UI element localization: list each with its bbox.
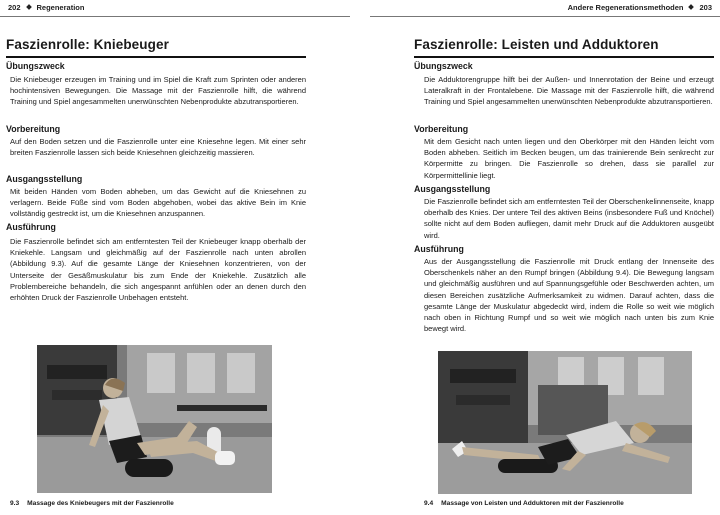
left-text-vorbereitung: Auf den Boden setzen und die Faszienrolle unter eine Kniesehne legen. Mit einer sehr breiten Faszienrolle lassen sich beide Kniesehnen gleichzeitig massieren. [10,137,306,158]
right-text-vorbereitung: Mit dem Gesicht nach unten liegen und den Oberkörper mit den Händen leicht vom Boden abheben. Seitlich im Becken beugen, um das trainierende Bein senkrecht zur Körpermitte zu bringen. Die Faszienrolle so drehen, dass sie parallel zur Körpermittellinie liegt. [424,137,714,180]
right-page [360,0,720,515]
right-text-ausfuehrung: Aus der Ausgangsstellung die Faszienrolle mit Druck entlang der Innenseite des Oberschenkels näher an den Rumpf bringen (Abbildung 9.4). Die Bewegung langsam und gleichmäßig ausführen und auf Spannungsgefühle oder Beschwerden achten, um diesen Bereichen zusätzliche Aufmerksamkeit zu widmen. Darauf achten, dass die gesamte Länge der Muskulatur abgedeckt wird, indem die Rolle so weit wie möglich nach oben in Richtung Rumpf und so weit wie möglich nach unten bis zum Knie bewegt wird. [424,257,714,334]
figure-9-4-photo [438,351,692,494]
diamond-icon [26,4,32,10]
left-page-number: 202 [8,3,21,12]
left-text-ausfuehrung: Die Faszienrolle befindet sich am entferntesten Teil der Kniebeuger knapp oberhalb der Kniekehle. Langsam und gleichmäßig auf der Faszienrolle nach unten abrollen (Abbildung 9.3). Auf die gesamte Länge der Kniesehnen konzentrieren, von der Unterseite der Gesäßmuskulatur bis zum Ende der Kniekehle. Zusätzlich alle Problembereiche behandeln, die sich angespannt anfühlen oder an denen durch den erhöhten Druck der Faszienrolle Unbehagen entsteht. [10,237,306,303]
figure-9-4-text: Massage von Leisten und Adduktoren mit der Faszienrolle [441,500,624,507]
right-running-head [568,3,712,12]
left-heading-vorbereitung: Vorbereitung [6,124,61,134]
right-heading-ausgangsstellung: Ausgangsstellung [414,184,491,194]
left-page-title: Faszienrolle: Kniebeuger [6,37,169,52]
left-running-head-text: Regeneration [36,3,85,12]
right-text-uebungszweck: Die Adduktorengruppe hilft bei der Außen- und Innenrotation der Beine und erzeugt Lateralkraft in der Frontalebene. Die Massage mit der Faszienrolle hilft, die während Training und Spiel angesammelten unerwünschten Nebenprodukte abzutransportieren. [424,75,714,107]
left-text-ausgangsstellung: Mit beiden Händen vom Boden abheben, um das Gewicht auf die Kniesehnen zu verlagern. Beide Füße sind vom Boden abgehoben, wobei das aktive Bein im Knie vollständig gestreckt ist, um die Kniesehnen anzuspannen. [10,187,306,219]
figure-9-3-number: 9.3 [10,500,20,507]
right-page-number: 203 [699,3,712,12]
left-heading-uebungszweck: Übungszweck [6,61,65,71]
left-heading-ausgangsstellung: Ausgangsstellung [6,174,83,184]
left-header-rule [0,16,350,17]
right-page-title: Faszienrolle: Leisten und Adduktoren [414,37,659,52]
figure-9-3-photo [37,345,272,493]
figure-9-3-text: Massage des Kniebeugers mit der Faszienrolle [27,500,174,507]
right-title-rule [414,56,714,58]
left-text-uebungszweck: Die Kniebeuger erzeugen im Training und im Spiel die Kraft zum Sprinten oder anderen hochintensiven Bewegungen. Die Massage mit der Faszienrolle hilft, die während Training und Spiel angesammelten unerwünschten Nebenprodukte abzutransportieren. [10,75,306,107]
hamstring-foam-roll-illustration [37,345,272,493]
right-heading-vorbereitung: Vorbereitung [414,124,469,134]
diamond-icon [689,4,695,10]
right-heading-uebungszweck: Übungszweck [414,61,473,71]
right-running-head-text: Andere Regenerationsmethoden [567,3,684,12]
right-text-ausgangsstellung: Die Faszienrolle befindet sich am entferntesten Teil der Oberschenkelinnenseite, knapp oberhalb des Knies. Der untere Teil des aktiven Beins (insbesondere Fuß und Knöchel) sollte nicht auf dem Boden aufliegen, damit mehr Druck auf die Adduktoren ausgeübt wird. [424,197,714,240]
left-title-rule [6,56,306,58]
adductor-foam-roll-illustration [438,351,692,494]
figure-9-4-caption [424,500,624,507]
left-heading-ausfuehrung: Ausführung [6,222,56,232]
figure-9-4-number: 9.4 [424,500,434,507]
right-heading-ausfuehrung: Ausführung [414,244,464,254]
left-running-head [8,3,84,12]
figure-9-3-caption [10,500,174,507]
right-header-rule [370,16,720,17]
